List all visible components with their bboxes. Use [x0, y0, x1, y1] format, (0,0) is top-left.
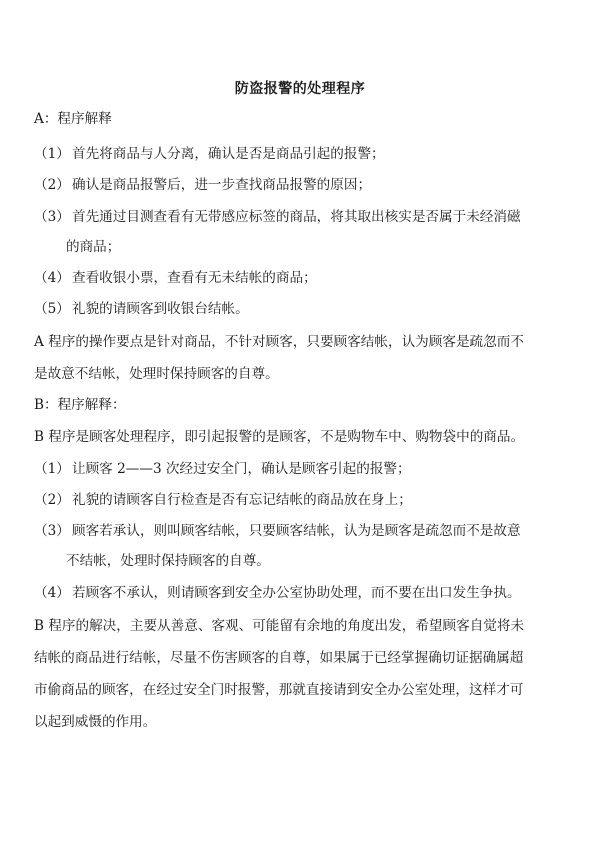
item-number: （5）: [34, 301, 70, 317]
section-b-heading: B：程序解释：: [34, 397, 126, 413]
item-number: （2）: [34, 177, 70, 193]
section-b-item-1: [34, 460, 411, 478]
item-text: 首先通过目测查看有无带感应标签的商品，将其取出核实是否属于未经消磁: [72, 209, 521, 225]
item-number: （1）: [34, 146, 70, 162]
item-text: 顾客若承认，则叫顾客结帐，只要顾客结帐，认为是顾客是疏忽而不是故意: [72, 523, 521, 539]
section-b-item-3: [34, 522, 521, 540]
item-number: （4）: [34, 585, 70, 601]
item-number: （4）: [34, 270, 70, 286]
section-a-item-3: [34, 208, 521, 226]
section-b-summary-line-2: 结帐的商品进行结帐，尽量不伤害顾客的自尊，如果属于已经掌握确切证据确属超: [34, 650, 524, 666]
item-number: （3）: [34, 523, 70, 539]
section-a-item-2: [34, 176, 371, 194]
item-text: 让顾客 2——3 次经过安全门，确认是顾客引起的报警；: [72, 461, 411, 477]
item-number: （2）: [34, 492, 70, 508]
section-b-summary-line-1: B 程序的解决，主要从善意、客观、可能留有余地的角度出发，希望顾客自觉将未: [34, 618, 525, 634]
item-text: 确认是商品报警后，进一步查找商品报警的原因；: [72, 177, 372, 193]
section-a-summary-line-2: 是故意不结帐，处理时保持顾客的自尊。: [34, 366, 279, 382]
section-a-item-5: [34, 300, 249, 318]
section-b-summary-line-3: 市偷商品的顾客，在经过安全门时报警，那就直接请到安全办公室处理，这样才可: [34, 682, 524, 698]
section-a-heading: A：程序解释: [34, 111, 112, 127]
item-text: 查看收银小票，查看有无未结帐的商品；: [72, 270, 317, 286]
section-b-summary-line-4: 以起到威慑的作用。: [34, 714, 157, 730]
item-text: 若顾客不承认，则请顾客到安全办公室协助处理，而不要在出口发生争执。: [72, 585, 521, 601]
item-number: （3）: [34, 209, 70, 225]
section-a-item-3-continuation: 的商品；: [66, 239, 121, 255]
section-a-summary-line-1: A 程序的操作要点是针对商品，不针对顾客，只要顾客结帐，认为顾客是疏忽而不: [34, 334, 524, 350]
section-b-item-3-continuation: 不结帐，处理时保持顾客的自尊。: [66, 553, 270, 569]
section-a-item-4: [34, 269, 317, 287]
section-b-item-2: [34, 491, 412, 509]
section-b-item-4: [34, 584, 521, 602]
item-number: （1）: [34, 461, 70, 477]
item-text: 礼貌的请顾客到收银台结帐。: [72, 301, 249, 317]
page-title: 防盗报警的处理程序: [234, 81, 366, 97]
section-b-intro: B 程序是顾客处理程序，即引起报警的是顾客，不是购物车中、购物袋中的商品。: [34, 429, 525, 445]
item-text: 礼貌的请顾客自行检查是否有忘记结帐的商品放在身上；: [72, 492, 412, 508]
section-a-item-1: [34, 145, 385, 163]
item-text: 首先将商品与人分离，确认是否是商品引起的报警；: [72, 146, 385, 162]
